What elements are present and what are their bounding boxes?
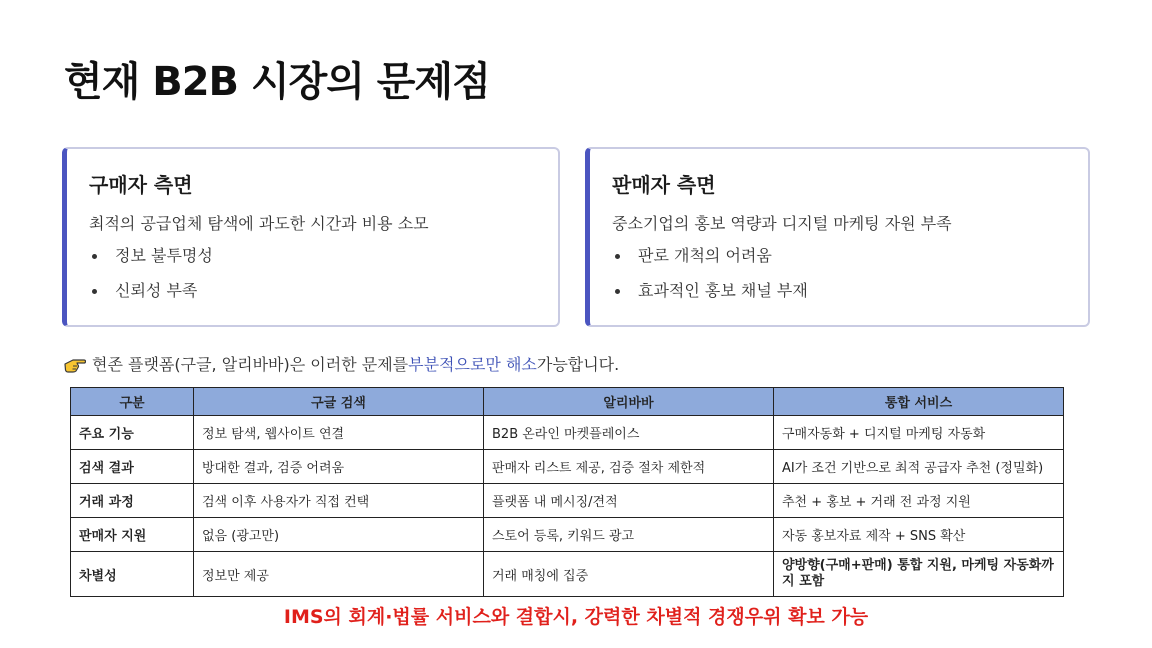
table-row — [71, 484, 1064, 518]
note-text-end: 가능합니다. — [536, 355, 620, 374]
row-header-cell: 차별성 — [71, 552, 194, 597]
table-cell: 플랫폼 내 메시징/견적 — [484, 484, 774, 518]
list-item — [612, 280, 808, 315]
table-cell: 정보만 제공 — [194, 552, 484, 597]
table-cell: AI가 조건 기반으로 최적 공급자 추천 (정밀화) — [774, 450, 1064, 484]
list-item-text: 효과적인 홍보 채널 부재 — [638, 281, 808, 300]
table-row — [71, 416, 1064, 450]
comparison-table — [70, 387, 1064, 597]
platform-note — [64, 352, 619, 375]
table-cell: 정보 탐색, 웹사이트 연결 — [194, 416, 484, 450]
table-cell: 검색 이후 사용자가 직접 컨택 — [194, 484, 484, 518]
bullet-icon — [615, 254, 620, 259]
table-cell: 자동 홍보자료 제작 + SNS 확산 — [774, 518, 1064, 552]
column-header: 통합 서비스 — [774, 388, 1064, 416]
list-item-text: 신뢰성 부족 — [115, 281, 198, 300]
footer-highlight: IMS의 회계·법률 서비스와 결합시, 강력한 차별적 경쟁우위 확보 가능 — [283, 606, 869, 628]
table-cell: 거래 매칭에 집중 — [484, 552, 774, 597]
table-cell: 방대한 결과, 검증 어려움 — [194, 450, 484, 484]
pointing-hand-icon — [64, 355, 86, 373]
list-item — [612, 245, 808, 280]
bullet-icon — [92, 254, 97, 259]
card-description: 최적의 공급업체 탐색에 과도한 시간과 비용 소모 — [89, 214, 429, 233]
page-title: 현재 B2B 시장의 문제점 — [64, 59, 490, 105]
note-text: 현존 플랫폼(구글, 알리바바)은 이러한 문제를 — [92, 355, 409, 374]
table-cell: B2B 온라인 마켓플레이스 — [484, 416, 774, 450]
list-item — [89, 245, 213, 280]
table-cell: 스토어 등록, 키워드 광고 — [484, 518, 774, 552]
buyer-aspect-card — [62, 147, 560, 327]
row-header-cell: 거래 과정 — [71, 484, 194, 518]
table-header-row — [71, 388, 1064, 416]
list-item-text: 정보 불투명성 — [115, 246, 213, 265]
table-cell: 구매자동화 + 디지털 마케팅 자동화 — [774, 416, 1064, 450]
card-bullet-list — [612, 245, 808, 315]
row-header-cell: 검색 결과 — [71, 450, 194, 484]
note-highlight: 부분적으로만 해소 — [408, 355, 537, 374]
seller-aspect-card — [585, 147, 1090, 327]
table-cell: 없음 (광고만) — [194, 518, 484, 552]
row-header-cell: 판매자 지원 — [71, 518, 194, 552]
column-header: 알리바바 — [484, 388, 774, 416]
table-cell: 판매자 리스트 제공, 검증 절차 제한적 — [484, 450, 774, 484]
card-bullet-list — [89, 245, 213, 315]
card-description: 중소기업의 홍보 역량과 디지털 마케팅 자원 부족 — [612, 214, 952, 233]
bullet-icon — [92, 289, 97, 294]
table-cell: 추천 + 홍보 + 거래 전 과정 지원 — [774, 484, 1064, 518]
table-row — [71, 450, 1064, 484]
card-heading: 판매자 측면 — [612, 173, 716, 197]
card-heading: 구매자 측면 — [89, 173, 193, 197]
column-header: 구분 — [71, 388, 194, 416]
row-header-cell: 주요 기능 — [71, 416, 194, 450]
list-item — [89, 280, 213, 315]
table-row — [71, 518, 1064, 552]
bullet-icon — [615, 289, 620, 294]
table-cell: 양방향(구매+판매) 통합 지원, 마케팅 자동화까지 포함 — [774, 552, 1064, 597]
table-row — [71, 552, 1064, 597]
list-item-text: 판로 개척의 어려움 — [638, 246, 772, 265]
column-header: 구글 검색 — [194, 388, 484, 416]
